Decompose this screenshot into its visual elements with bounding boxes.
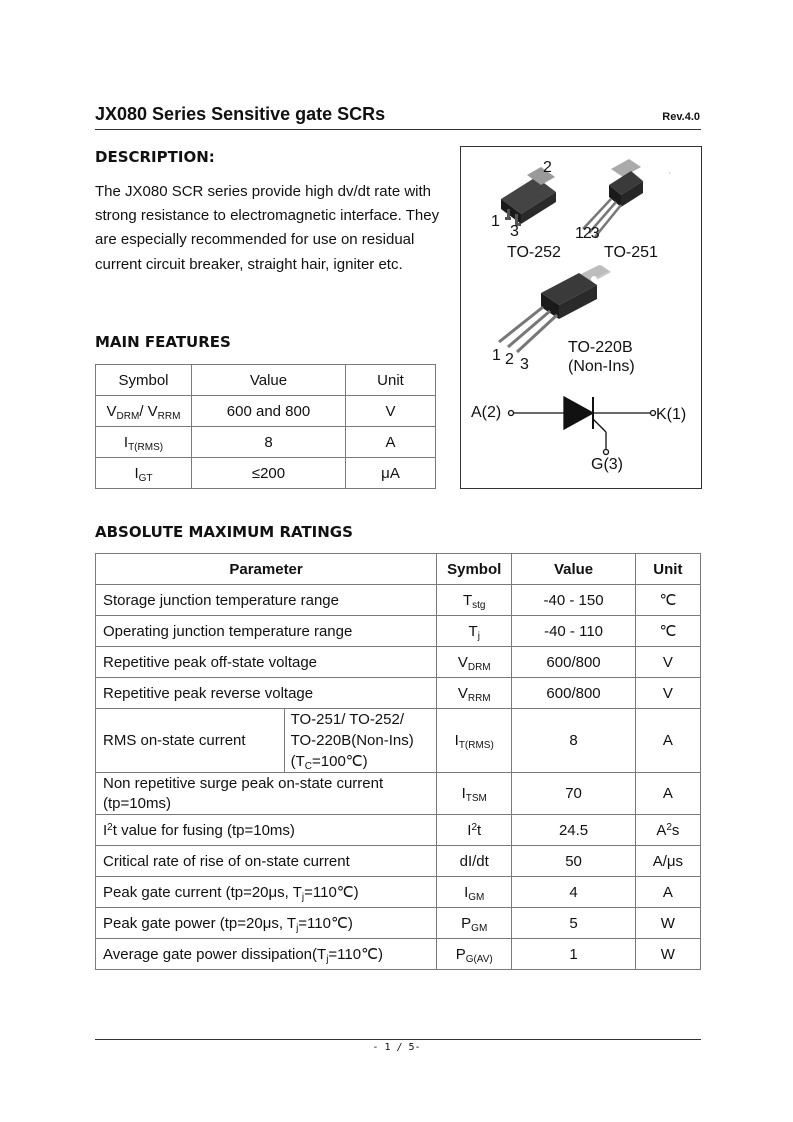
table-row xyxy=(96,616,701,647)
unit-cell: V xyxy=(635,647,700,678)
unit-cell: W xyxy=(635,939,700,970)
gate-label: G(3) xyxy=(591,456,623,473)
param-cell: RMS on-state current xyxy=(96,709,285,773)
symbol-cell: $I_{T(RMS)}$ xyxy=(96,427,192,458)
svg-text:•: • xyxy=(669,170,671,175)
to220-pin2-label: 2 xyxy=(505,351,514,368)
header-cell: Value xyxy=(512,554,635,585)
value-cell: 1 xyxy=(512,939,635,970)
unit-cell: μA xyxy=(346,458,436,489)
condition-cell: TO-251/ TO-252/ TO-220B(Non-Ins) $(T_C=100℃)$ xyxy=(284,709,437,773)
to220-note: (Non-Ins) xyxy=(568,358,635,375)
table-row xyxy=(96,939,701,970)
footer-rule xyxy=(95,1039,701,1040)
table-row xyxy=(96,773,701,815)
absolute-max-ratings-table xyxy=(95,553,701,970)
symbol-cell: $T_{stg}$ xyxy=(437,585,512,616)
table-row xyxy=(96,709,701,773)
table-header-row xyxy=(96,554,701,585)
table-row xyxy=(96,877,701,908)
symbol-cell: $V_{DRM}/$ $V_{RRM}$ xyxy=(96,396,192,427)
value-cell: 24.5 xyxy=(512,815,635,846)
param-cell: Repetitive peak reverse voltage xyxy=(96,678,437,709)
table-row xyxy=(96,458,436,489)
symbol-cell: $I_{T(RMS)}$ xyxy=(437,709,512,773)
doc-title: JX080 Series Sensitive gate SCRs xyxy=(95,104,386,124)
unit-cell: $A^2s$ xyxy=(635,815,700,846)
param-cell: Non repetitive surge peak on-state current (tp=10ms) xyxy=(96,773,437,815)
value-cell: 600 and 800 xyxy=(192,396,346,427)
header-cell: Unit xyxy=(346,365,436,396)
symbol-cell: $T_j$ xyxy=(437,616,512,647)
symbol-cell: dI/dt xyxy=(437,846,512,877)
value-cell: -40 - 150 xyxy=(512,585,635,616)
main-features-heading: MAIN FEATURES xyxy=(95,333,231,351)
header-cell: Parameter xyxy=(96,554,437,585)
param-cell: Peak gate current (tp=20μs, $T_j=110℃$) xyxy=(96,877,437,908)
header-cell: Symbol xyxy=(437,554,512,585)
anode-label: A(2) xyxy=(471,404,502,421)
unit-cell: ℃ xyxy=(635,585,700,616)
param-cell: Repetitive peak off-state voltage xyxy=(96,647,437,678)
value-cell: 600/800 xyxy=(512,647,635,678)
package-diagram xyxy=(460,146,702,489)
cathode-label: K(1) xyxy=(656,406,687,423)
to252-pin1-label: 1 xyxy=(491,213,500,230)
param-cell: Storage junction temperature range xyxy=(96,585,437,616)
page-number: - 1 / 5- xyxy=(372,1042,421,1053)
table-row xyxy=(96,585,701,616)
unit-cell: ℃ xyxy=(635,616,700,647)
amr-heading: ABSOLUTE MAXIMUM RATINGS xyxy=(95,523,353,541)
param-cell: Critical rate of rise of on-state current xyxy=(96,846,437,877)
param-cell: Peak gate power (tp=20μs, $T_j=110℃$) xyxy=(96,908,437,939)
symbol-cell: $P_{G(AV)}$ xyxy=(437,939,512,970)
value-cell: -40 - 110 xyxy=(512,616,635,647)
unit-cell: W xyxy=(635,908,700,939)
to220-pin1-label: 1 xyxy=(492,347,501,364)
symbol-cell: $V_{RRM}$ xyxy=(437,678,512,709)
table-row xyxy=(96,647,701,678)
table-row xyxy=(96,678,701,709)
table-row xyxy=(96,908,701,939)
to220-pin3-label: 3 xyxy=(520,356,529,373)
header-cell: Value xyxy=(192,365,346,396)
value-cell: 70 xyxy=(512,773,635,815)
table-row xyxy=(96,396,436,427)
symbol-cell: $V_{DRM}$ xyxy=(437,647,512,678)
value-cell: ≤200 xyxy=(192,458,346,489)
value-cell: 600/800 xyxy=(512,678,635,709)
unit-cell: V xyxy=(346,396,436,427)
revision-label: Rev.4.0 xyxy=(662,111,700,123)
scr-symbol-icon xyxy=(509,397,656,455)
table-row xyxy=(96,846,701,877)
symbol-cell: $I_{GT}$ xyxy=(96,458,192,489)
value-cell: 4 xyxy=(512,877,635,908)
header-cell: Symbol xyxy=(96,365,192,396)
unit-cell: A xyxy=(346,427,436,458)
main-features-table xyxy=(95,364,436,489)
header-rule xyxy=(95,129,701,130)
value-cell: 8 xyxy=(512,709,635,773)
to220-name: TO-220B xyxy=(568,339,633,356)
to252-pin3-label: 3 xyxy=(510,223,519,240)
param-cell: $I^2t$ value for fusing (tp=10ms) xyxy=(96,815,437,846)
unit-cell: A xyxy=(635,877,700,908)
table-row xyxy=(96,427,436,458)
to251-pins-label: 123 xyxy=(575,225,599,242)
unit-cell: A xyxy=(635,773,700,815)
header-cell: Unit xyxy=(635,554,700,585)
description-text: The JX080 SCR series provide high dv/dt rate with strong resistance to electromagnetic interface. They are especially recommended for use on residual current circuit breaker, straight hair, igniter etc. xyxy=(95,183,440,273)
to252-name: TO-252 xyxy=(507,244,561,261)
symbol-cell: $P_{GM}$ xyxy=(437,908,512,939)
table-header-row xyxy=(96,365,436,396)
value-cell: 5 xyxy=(512,908,635,939)
unit-cell: V xyxy=(635,678,700,709)
symbol-cell: $I^2t$ xyxy=(437,815,512,846)
unit-cell: A xyxy=(635,709,700,773)
unit-cell: A/μs xyxy=(635,846,700,877)
value-cell: 8 xyxy=(192,427,346,458)
table-row xyxy=(96,815,701,846)
to252-pin2-label: 2 xyxy=(543,159,552,176)
param-cell: Average gate power $dissipation(T_j=110℃)$ xyxy=(96,939,437,970)
value-cell: 50 xyxy=(512,846,635,877)
symbol-cell: $I_{TSM}$ xyxy=(437,773,512,815)
param-cell: Operating junction temperature range xyxy=(96,616,437,647)
description-heading: DESCRIPTION: xyxy=(95,148,215,166)
package-drawings xyxy=(461,147,701,488)
symbol-cell: $I_{GM}$ xyxy=(437,877,512,908)
to251-name: TO-251 xyxy=(604,244,658,261)
